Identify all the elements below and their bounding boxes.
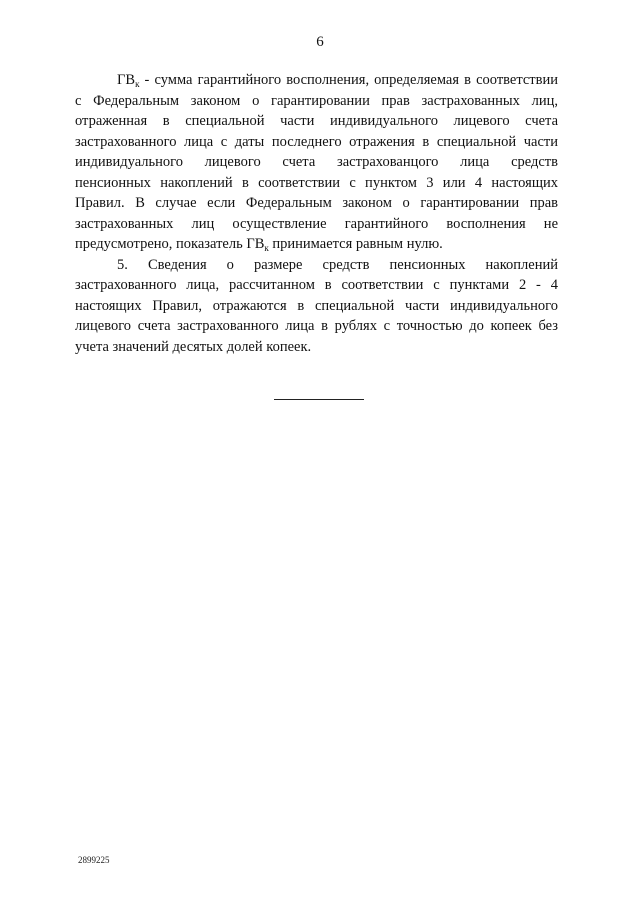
paragraph-5	[75, 255, 558, 358]
paragraph-line: Правил. В случае если Федеральным законом о гарантировании прав	[75, 195, 558, 211]
document-id: 2899225	[78, 855, 110, 865]
paragraph-line: застрахованного лица, рассчитанном в соответствии с пунктами 2 - 4	[75, 277, 558, 293]
paragraph-line	[75, 234, 558, 255]
end-of-text-divider	[274, 399, 364, 400]
line-text: - сумма гарантийного восполнения, определяемая в соответствии	[139, 72, 558, 88]
paragraph-line: лицевого счета застрахованного лица в рублях с точностью до копеек без	[75, 318, 558, 334]
paragraph-gv-definition	[75, 70, 558, 255]
page-number: 6	[316, 34, 324, 50]
paragraph-line: настоящих Правил, отражаются в специальной части индивидуального	[75, 297, 558, 314]
paragraph-line: пенсионных накоплений в соответствии с пунктом 3 или 4 настоящих	[75, 174, 558, 191]
paragraph-line	[75, 70, 558, 91]
gv-symbol: ГВ	[246, 236, 265, 252]
gv-symbol: ГВ	[117, 72, 136, 88]
gv-subscript: к	[135, 79, 140, 89]
paragraph-line: застрахованного лица с даты последнего отражения в специальной части	[75, 133, 558, 150]
paragraph-line: отраженная в специальной части индивидуального лицевого счета	[75, 113, 558, 129]
line-text: принимается равным нулю.	[268, 236, 443, 252]
line-text: предусмотрено, показатель	[75, 236, 247, 252]
gv-subscript: к	[264, 243, 269, 253]
document-body	[75, 70, 558, 357]
paragraph-line: с Федеральным законом о гарантировании прав застрахованных лиц,	[75, 92, 558, 109]
paragraph-line: учета значений десятых долей копеек.	[75, 338, 312, 355]
paragraph-line: индивидуального лицевого счета застрахованцого лица средств	[75, 154, 558, 170]
paragraph-line: застрахованных лиц осуществление гарантийного восполнения не	[75, 215, 558, 232]
paragraph-line: 5. Сведения о размере средств пенсионных накоплений	[117, 256, 558, 273]
